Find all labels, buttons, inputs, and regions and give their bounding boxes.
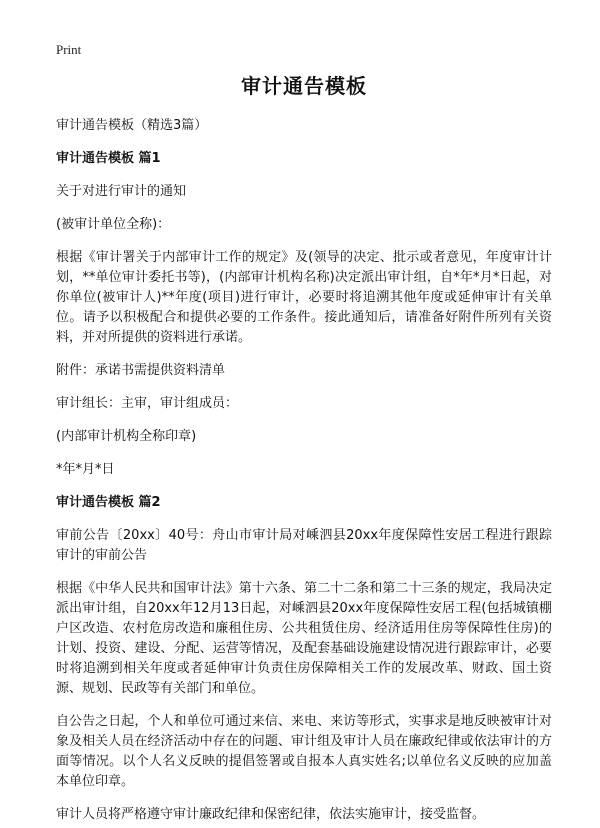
section-1-date: *年*月*日 bbox=[56, 462, 115, 477]
page-title: 审计通告模板 bbox=[241, 74, 367, 98]
section-2-paragraph: 根据《中华人民共和国审计法》第十六条、第二十二条和第二十三条的规定，我局决定派出审计组，自20xx年12月13日起，对嵊泗县20xx年度保障性安居工程(包括城镇棚户区改造、农村危房改造和廉租住房、公共租赁住房、经济适用住房等保障性住房)的计划、投资、建设、分配、运营等情况，及配套基础设施建设情况进行跟踪审计，必要时将追溯到相关年度或者延伸审计负责住房保障相关工作的发展改革、财政、国土资源、规划、民政等有关部门和单位。 bbox=[56, 581, 552, 696]
print-link[interactable]: Print bbox=[56, 42, 82, 57]
section-2-paragraph: 审计人员将严格遵守审计廉政纪律和保密纪律，依法实施审计，接受监督。 bbox=[56, 807, 486, 822]
section-1-paragraph: (被审计单位全称)： bbox=[56, 217, 171, 232]
section-2-paragraph: 自公告之日起，个人和单位可通过来信、来电、来访等形式，实事求是地反映被审计对象及相关人员在经济活动中存在的问题、审计组及审计人员在廉政纪律或依法审计的方面等情况。以个人名义反映的提倡签署或自报本人真实姓名;以单位名义反映的应加盖本单位印章。 bbox=[56, 714, 552, 789]
document-subtitle: 审计通告模板（精选3篇） bbox=[56, 118, 208, 133]
section-2-paragraph: 审前公告〔20xx〕40号：舟山市审计局对嵊泗县20xx年度保障性安居工程进行跟踪审计的审前公告 bbox=[56, 528, 552, 563]
section-1-heading: 审计通告模板 篇1 bbox=[56, 151, 161, 166]
section-1-paragraph: 附件：承诺书需提供资料清单 bbox=[56, 363, 226, 378]
section-1-paragraph: 根据《审计署关于内部审计工作的规定》及(领导的决定、批示或者意见，年度审计计划，**单位审计委托书等)，(内部审计机构名称)决定派出审计组，自*年*月*日起，对你单位(被审计人)**年度(项目)进行审计，必要时将追溯其他年度或延伸审计有关单位。请予以积极配合和提供必要的工作条件。接此通知后，请准备好附件所列有关资料，并对所提供的资料进行承诺。 bbox=[56, 250, 552, 345]
section-1-paragraph: 关于对进行审计的通知 bbox=[56, 184, 187, 199]
section-1-paragraph: 审计组长：主审，审计组成员： bbox=[56, 396, 239, 411]
section-1-paragraph: (内部审计机构全称印章) bbox=[56, 429, 197, 444]
section-2-heading: 审计通告模板 篇2 bbox=[56, 495, 161, 510]
